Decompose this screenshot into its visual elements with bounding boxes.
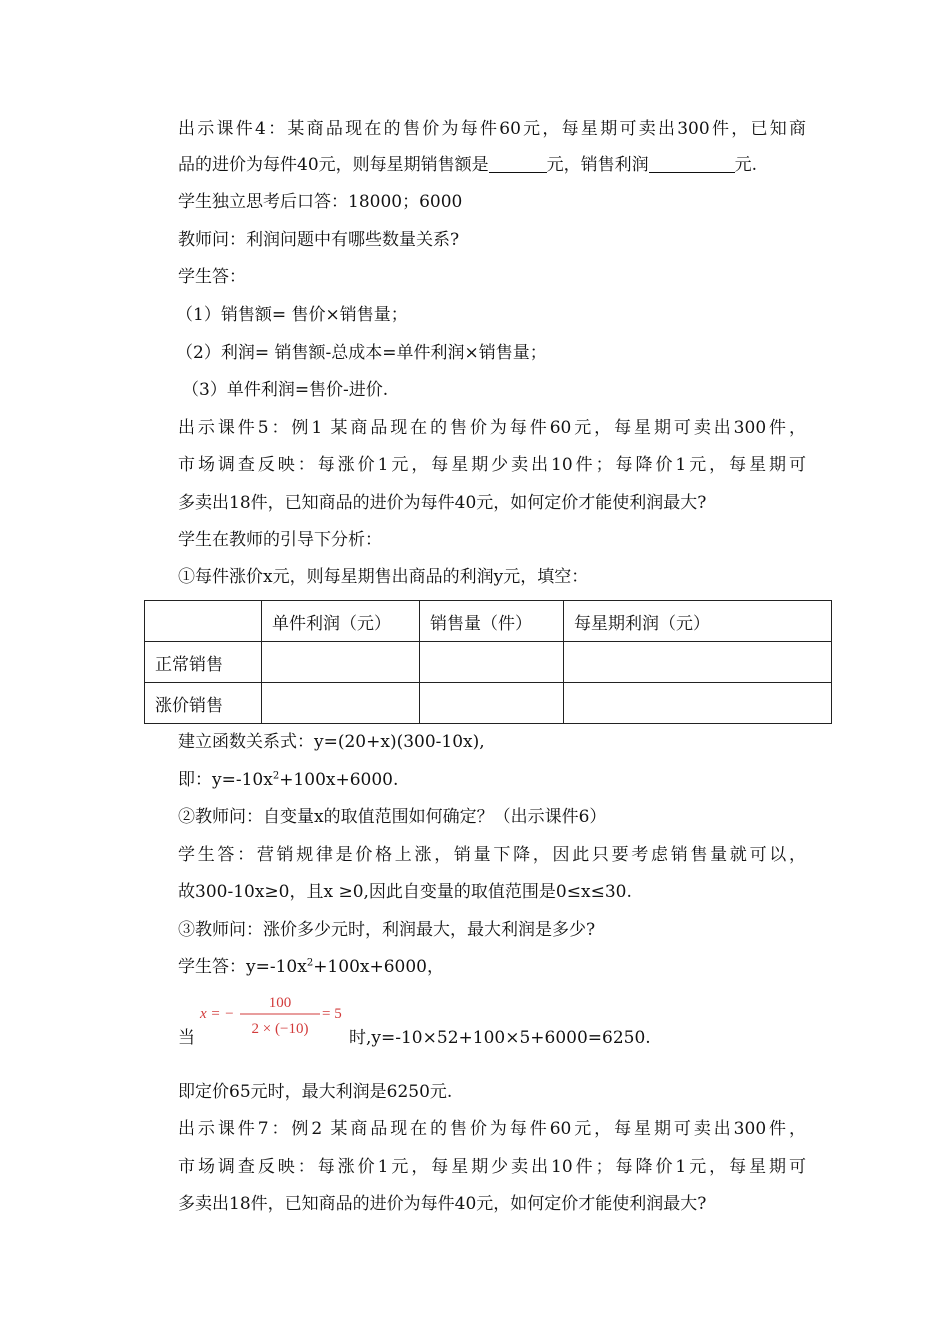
- teacher-question: 教师问：利润问题中有哪些数量关系?: [178, 230, 460, 250]
- table-header-cell: 单件利润（元）: [262, 601, 420, 642]
- table-cell: [564, 683, 832, 724]
- example-1-line1: 出示课件5：例1 某商品现在的售价为每件60元，每星期可卖出300件，: [178, 418, 806, 438]
- step-2-answer-line2: 故300-10x≥0，且x ≥0,因此自变量的取值范围是0≤x≤30.: [178, 882, 632, 902]
- student-oral-answer: 学生独立思考后口答：18000；6000: [178, 192, 463, 212]
- text-segment: +100x+6000.: [279, 770, 399, 790]
- step-3-answer: [178, 956, 444, 978]
- formula-rhs: = 5: [322, 1006, 342, 1022]
- step-3-question: ③教师问：涨价多少元时，利润最大，最大利润是多少?: [178, 920, 596, 940]
- step-2-answer-line1: 学生答：营销规律是价格上涨，销量下降，因此只要考虑销售量就可以，: [178, 845, 806, 865]
- formula-denominator: 2 × (−10): [251, 1021, 309, 1037]
- profit-table: [144, 600, 832, 724]
- exponent: 2: [306, 957, 314, 969]
- table-cell: [262, 683, 420, 724]
- table-header-cell: 每星期利润（元）: [564, 601, 832, 642]
- text-segment: +100x+6000，: [313, 957, 444, 977]
- function-relation: 建立函数关系式：y=(20+x)(300-10x),: [178, 732, 485, 752]
- table-cell: 正常销售: [145, 642, 262, 683]
- formula-numerator: 100: [268, 995, 292, 1011]
- table-cell: [564, 642, 832, 683]
- student-answer-label: 学生答：: [178, 267, 246, 287]
- text-segment: 元，销售利润: [546, 155, 649, 175]
- text-segment: 即：y=-10x: [178, 770, 273, 790]
- table-cell: [420, 642, 564, 683]
- relation-item-2: （2）利润= 销售额-总成本=单件利润×销售量；: [176, 343, 547, 363]
- example-1-line3: 多卖出18件，已知商品的进价为每件40元，如何定价才能使利润最大?: [178, 493, 707, 513]
- table-header-cell: [145, 601, 262, 642]
- text-segment: 元.: [734, 155, 758, 175]
- conclusion: 即定价65元时，最大利润是6250元.: [178, 1082, 453, 1102]
- vertex-computation: 时,y=-10×52+100×5+6000=6250.: [349, 1028, 651, 1048]
- analysis-intro: 学生在教师的引导下分析：: [178, 530, 382, 550]
- table-header-row: [145, 601, 832, 642]
- answer-blank-profit: [649, 155, 735, 173]
- table-cell: [420, 683, 564, 724]
- exponent: 2: [272, 770, 280, 782]
- function-expanded: [178, 769, 398, 791]
- step-2-question: ②教师问：自变量x的取值范围如何确定？（出示课件6）: [178, 807, 607, 827]
- table-row: [145, 642, 832, 683]
- vertex-when-label: 当: [178, 1028, 195, 1048]
- paragraph-courseware-4-line2: [178, 154, 757, 176]
- formula-lhs: x = −: [200, 1006, 235, 1022]
- paragraph-courseware-4-line1: 出示课件4：某商品现在的售价为每件60元，每星期可卖出300件，已知商: [178, 119, 806, 139]
- example-2-line1: 出示课件7：例2 某商品现在的售价为每件60元，每星期可卖出300件，: [178, 1119, 806, 1139]
- answer-blank-sales: [489, 155, 547, 173]
- example-2-line2: 市场调查反映：每涨价1元，每星期少卖出10件；每降价1元，每星期可: [178, 1157, 806, 1177]
- relation-item-1: （1）销售额= 售价×销售量；: [176, 305, 408, 325]
- relation-item-3: （3）单件利润=售价-进价.: [182, 380, 389, 400]
- text-segment: 学生答：y=-10x: [178, 957, 307, 977]
- vertex-formula: [198, 992, 348, 1044]
- example-1-line2: 市场调查反映：每涨价1元，每星期少卖出10件；每降价1元，每星期可: [178, 455, 806, 475]
- table-cell: [262, 642, 420, 683]
- example-2-line3: 多卖出18件，已知商品的进价为每件40元，如何定价才能使利润最大?: [178, 1194, 707, 1214]
- text-segment: 品的进价为每件40元，则每星期销售额是: [178, 155, 489, 175]
- table-row: [145, 683, 832, 724]
- table-header-cell: 销售量（件）: [420, 601, 564, 642]
- table-cell: 涨价销售: [145, 683, 262, 724]
- step-1-instruction: ①每件涨价x元，则每星期售出商品的利润y元，填空：: [178, 567, 589, 587]
